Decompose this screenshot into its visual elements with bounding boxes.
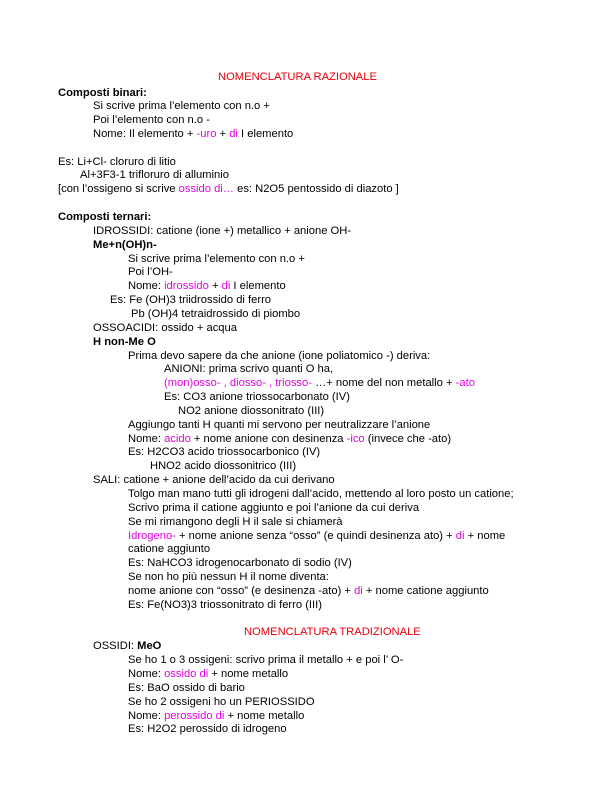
text-line <box>128 722 287 737</box>
text-segment: …+ nome del non metallo + <box>311 377 456 389</box>
text-line <box>128 418 430 433</box>
text-segment: + <box>216 128 230 140</box>
text-line <box>128 653 403 668</box>
text-line <box>128 445 320 460</box>
text-segment: Nome: <box>128 433 165 445</box>
text-segment: Se ho 2 ossigeni ho un PERIOSSIDO <box>128 696 315 708</box>
text-segment: IDROSSIDI: catione (ione +) metallico + anione OH- <box>93 225 352 237</box>
highlighted-term: Idrogeno- <box>128 530 176 542</box>
text-segment: Se ho 1 o 3 ossigeni: scrivo prima il metallo + e poi l’ O- <box>128 654 404 666</box>
text-segment: NO2 anione diossonitrato (III) <box>178 405 325 417</box>
text-line <box>58 182 399 197</box>
text-line <box>93 113 210 128</box>
text-segment: H non-Me O <box>93 336 156 348</box>
text-segment: Se mi rimangono degli H il sale si chiamerà <box>128 516 343 528</box>
text-segment: Nome: <box>128 668 165 680</box>
text-line <box>93 238 157 253</box>
text-segment: Es: Li+Cl- cloruro di litio <box>58 156 176 168</box>
text-segment: + nome anione senza “osso” (e quindi desinenza ato) + <box>175 530 456 542</box>
text-line <box>164 376 475 391</box>
text-segment: SALI: catione + anione dell’acido da cui derivano <box>93 474 335 486</box>
text-segment: Composti binari: <box>58 87 147 99</box>
text-segment: Si scrive prima l’elemento con n.o + <box>128 253 305 265</box>
text-segment: Scrivo prima il catione aggiunto e poi l’anione da cui deriva <box>128 502 420 514</box>
text-segment: Nome: Il elemento + <box>93 128 197 140</box>
text-segment: Es: H2CO3 acido triossocarbonico (IV) <box>128 446 321 458</box>
text-segment: Aggiungo tanti H quanti mi servono per neutralizzare l’anione <box>128 419 431 431</box>
text-line <box>128 598 322 613</box>
text-segment: + nome anione con desinenza <box>190 433 347 445</box>
text-segment: Se non ho più nessun H il nome diventa: <box>128 571 329 583</box>
text-segment: catione aggiunto <box>128 543 211 555</box>
text-line <box>93 127 293 142</box>
text-segment: Poi l’OH- <box>128 266 173 278</box>
text-line <box>93 321 237 336</box>
text-segment: OSSIDI: <box>93 640 138 652</box>
highlighted-term: ossido di… <box>178 183 234 195</box>
text-line <box>128 501 419 516</box>
text-line <box>164 390 350 405</box>
text-segment: Pb (OH)4 tetraidrossido di piombo <box>131 308 301 320</box>
highlighted-term: di <box>354 585 363 597</box>
text-segment: + nome metallo <box>208 668 289 680</box>
text-line <box>93 639 161 654</box>
text-line <box>178 404 324 419</box>
highlighted-term: idrossido <box>164 280 209 292</box>
text-segment: Composti ternari: <box>58 211 152 223</box>
text-line <box>93 473 335 488</box>
text-line <box>80 168 229 183</box>
text-segment: Es: H2O2 perossido di idrogeno <box>128 723 287 735</box>
text-line <box>128 570 329 585</box>
text-line <box>93 99 270 114</box>
text-line <box>128 681 245 696</box>
text-segment: ANIONI: prima scrivo quanti O ha, <box>164 363 334 375</box>
text-line <box>128 542 210 557</box>
text-segment: + <box>208 280 222 292</box>
text-segment: es: N2O5 pentossido di diazoto ] <box>233 183 399 195</box>
highlighted-term: -ico <box>346 433 365 445</box>
highlighted-term: -ato <box>455 377 475 389</box>
text-segment: HNO2 acido diossonitrico (III) <box>150 460 297 472</box>
text-segment: Tolgo man mano tutti gli idrogeni dall’acido, mettendo al loro posto un catione; <box>128 488 514 500</box>
highlighted-term: di <box>229 128 238 140</box>
text-segment: MeO <box>137 640 162 652</box>
text-segment: Es: Fe (OH)3 triidrossido di ferro <box>110 294 272 306</box>
text-line <box>128 556 352 571</box>
text-segment: Prima devo sapere da che anione (ione poliatomico -) deriva: <box>128 350 431 362</box>
text-line <box>128 487 514 502</box>
highlighted-term: (mon)osso- , diosso- , triosso- <box>164 377 312 389</box>
text-segment: (invece che -ato) <box>364 433 452 445</box>
text-segment: + nome catione aggiunto <box>362 585 489 597</box>
text-segment: Es: Fe(NO3)3 triossonitrato di ferro (III) <box>128 599 322 611</box>
text-segment: Poi l’elemento con n.o - <box>93 114 210 126</box>
text-segment: OSSOACIDI: ossido + acqua <box>93 322 237 334</box>
text-segment: I elemento <box>230 280 286 292</box>
text-segment: Me+n(OH)n- <box>93 239 157 251</box>
text-segment: + nome <box>464 530 506 542</box>
text-segment: Es: CO3 anione triossocarbonato (IV) <box>164 391 350 403</box>
highlighted-term: perossido di <box>164 710 225 722</box>
text-segment: nome anione con “osso” (e desinenza -ato) + <box>128 585 355 597</box>
text-segment: Nome: <box>128 280 165 292</box>
text-segment: NOMENCLATURA RAZIONALE <box>218 71 377 83</box>
text-line <box>164 362 333 377</box>
text-line <box>150 459 296 474</box>
highlighted-term: -uro <box>196 128 217 140</box>
text-segment: NOMENCLATURA TRADIZIONALE <box>244 626 421 638</box>
text-segment: Al+3F3-1 trifloruro di alluminio <box>80 169 229 181</box>
text-line <box>218 70 377 85</box>
text-line <box>93 335 156 350</box>
text-line <box>93 224 351 239</box>
highlighted-term: di <box>455 530 465 542</box>
text-segment: + nome metallo <box>224 710 305 722</box>
text-segment: Es: BaO ossido di bario <box>128 682 245 694</box>
text-line <box>131 307 300 322</box>
text-line <box>128 515 343 530</box>
text-segment: [con l’ossigeno si scrive <box>58 183 179 195</box>
text-segment: Nome: <box>128 710 165 722</box>
text-segment: Si scrive prima l’elemento con n.o + <box>93 100 270 112</box>
text-line <box>244 625 421 640</box>
text-line <box>128 695 315 710</box>
highlighted-term: acido <box>164 433 191 445</box>
text-line <box>128 667 288 682</box>
text-segment: I elemento <box>237 128 294 140</box>
text-line <box>110 293 271 308</box>
text-line <box>58 210 151 225</box>
highlighted-term: ossido di <box>164 668 209 680</box>
text-segment: Es: NaHCO3 idrogenocarbonato di sodio (IV) <box>128 557 352 569</box>
text-line <box>128 279 286 294</box>
highlighted-term: di <box>221 280 231 292</box>
text-line <box>128 584 489 599</box>
text-line <box>128 265 173 280</box>
